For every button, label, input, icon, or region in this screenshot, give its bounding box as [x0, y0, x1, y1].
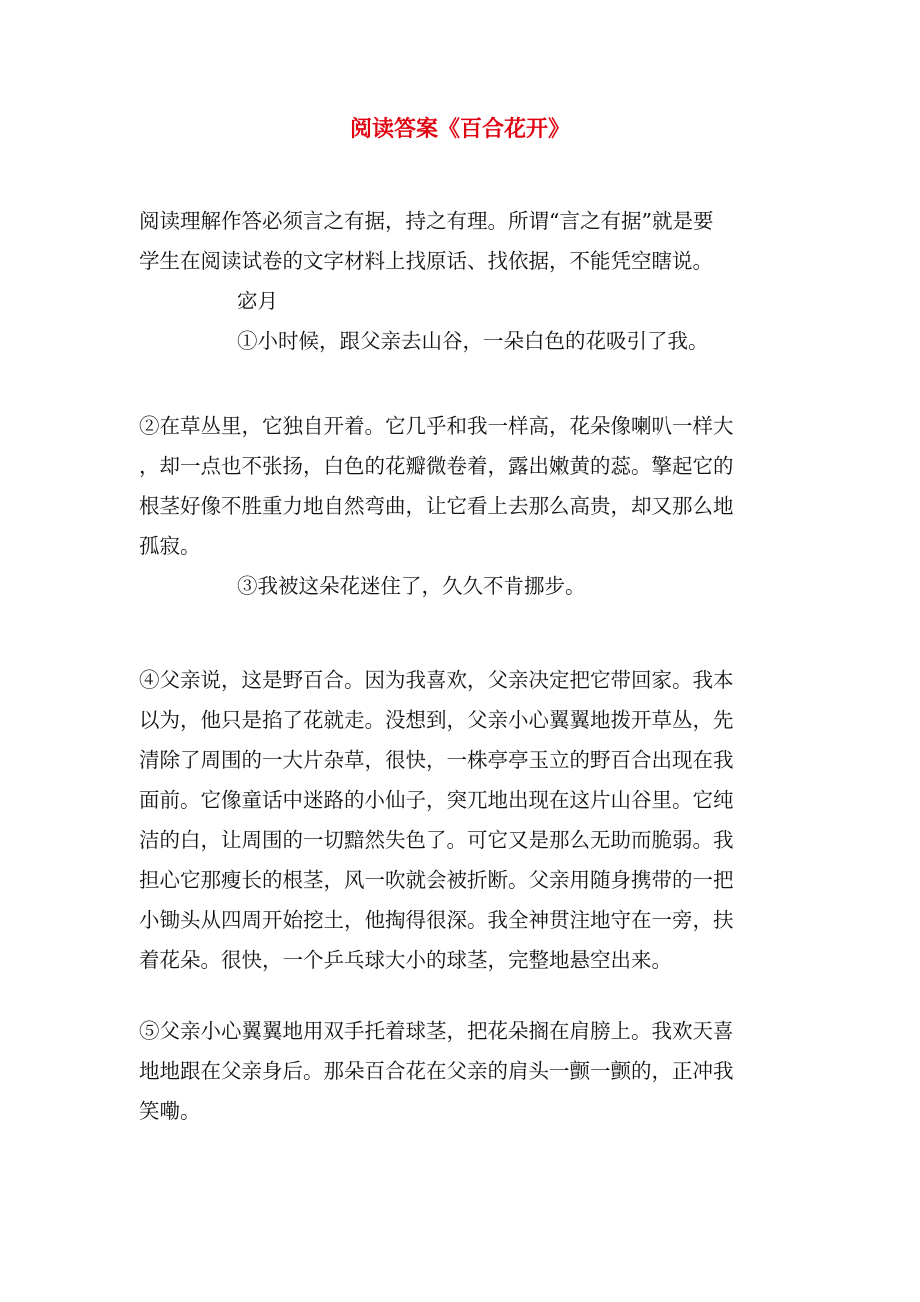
paragraph-line: ，却一点也不张扬，白色的花瓣微卷着，露出嫩黄的蕊。擎起它的: [139, 454, 734, 478]
paragraph-line: 清除了周围的一大片杂草，很快，一株亭亭玉立的野百合出现在我: [139, 748, 734, 772]
paragraph-1: ①小时候，跟父亲去山谷，一朵白色的花吸引了我。: [237, 329, 709, 353]
paragraph-2: [139, 406, 789, 606]
paragraph-line: ②在草丛里，它独自开着。它几乎和我一样高，花朵像喇叭一样大: [139, 414, 734, 438]
intro-line: 学生在阅读试卷的文字材料上找原话、找依据，不能凭空瞎说。: [139, 249, 713, 273]
document-title: 阅读答案《百合花开》: [349, 116, 570, 142]
paragraph-4: [139, 660, 789, 980]
intro-paragraph: [139, 201, 789, 361]
paragraph-line: 孤寂。: [139, 534, 201, 558]
intro-line: 阅读理解作答必须言之有据，持之有理。所谓“言之有据”就是要: [139, 209, 714, 233]
paragraph-line: 着花朵。很快，一个乒乓球大小的球茎，完整地悬空出来。: [139, 948, 672, 972]
author-name: 宓月: [237, 289, 278, 313]
paragraph-line: 担心它那瘦长的根茎，风一吹就会被折断。父亲用随身携带的一把: [139, 868, 734, 892]
paragraph-line: 洁的白，让周围的一切黯然失色了。可它又是那么无助而脆弱。我: [139, 828, 734, 852]
paragraph-line: 以为，他只是掐了花就走。没想到，父亲小心翼翼地拨开草丛，先: [139, 708, 734, 732]
paragraph-3: ③我被这朵花迷住了，久久不肯挪步。: [237, 574, 586, 598]
paragraph-line: ④父亲说，这是野百合。因为我喜欢，父亲决定把它带回家。我本: [139, 668, 734, 692]
paragraph-line: 地地跟在父亲身后。那朵百合花在父亲的肩头一颤一颤的，正冲我: [139, 1059, 734, 1083]
paragraph-line: 根茎好像不胜重力地自然弯曲，让它看上去那么高贵，却又那么地: [139, 494, 734, 518]
paragraph-line: 笑嘞。: [139, 1099, 201, 1123]
paragraph-5: [139, 1011, 789, 1131]
paragraph-line: 面前。它像童话中迷路的小仙子，突兀地出现在这片山谷里。它纯: [139, 788, 734, 812]
paragraph-line: ⑤父亲小心翼翼地用双手托着球茎，把花朵搁在肩膀上。我欢天喜: [139, 1019, 734, 1043]
paragraph-line: 小锄头从四周开始挖土，他掏得很深。我全神贯注地守在一旁，扶: [139, 908, 734, 932]
